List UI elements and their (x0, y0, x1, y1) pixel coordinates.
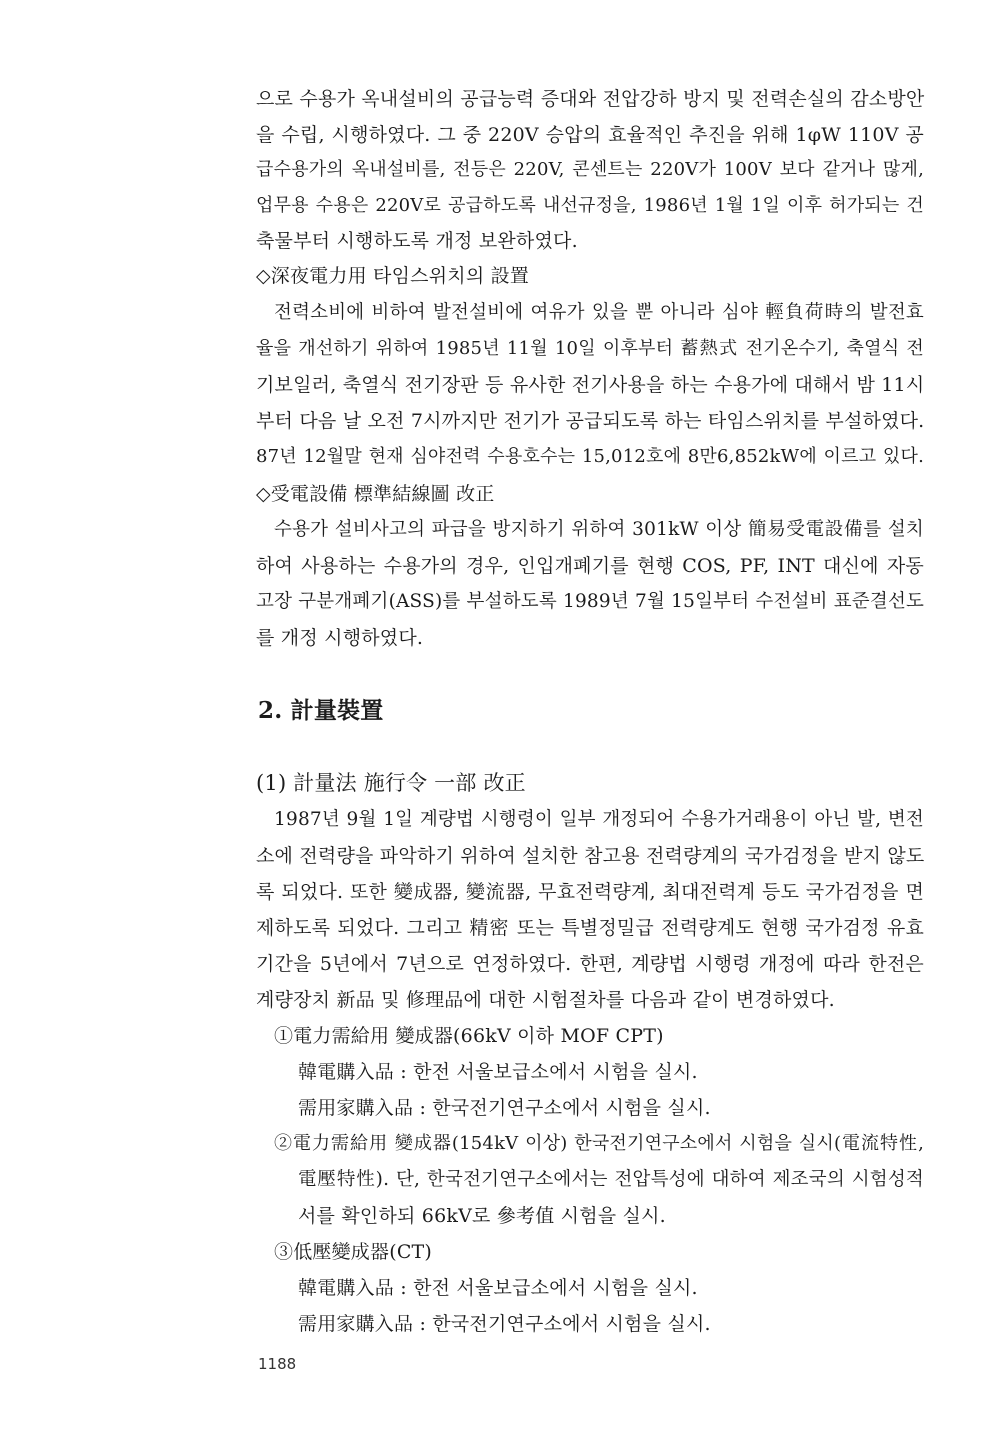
body-line: 를 개정 시행하였다. (256, 627, 424, 649)
body-line: 축물부터 시행하도록 개정 보완하였다. (256, 230, 578, 252)
body-line: 을 수립, 시행하였다. 그 중 220V 승압의 효율적인 추진을 위해 1φW 110V 공 (256, 124, 924, 146)
body-line: 기보일러, 축열식 전기장판 등 유사한 전기사용을 하는 수용가에 대해서 밤 11시 (256, 374, 925, 396)
body-line: 1987년 9월 1일 계량법 시행령이 일부 개정되어 수용가거래용이 아닌 발, 변전 (274, 809, 924, 830)
list-detail: 需用家購入品 : 한국전기연구소에서 시험을 실시. (298, 1313, 711, 1335)
list-detail: 서를 확인하되 66kV로 參考值 시험을 실시. (298, 1205, 666, 1227)
list-detail: 電壓特性). 단, 한국전기연구소에서는 전압특성에 대하여 제조국의 시험성적 (298, 1169, 924, 1190)
body-line: 수용가 설비사고의 파급을 방지하기 위하여 301kW 이상 簡易受電設備를 설치 (274, 519, 924, 540)
section-heading-night-power: ◇深夜電力用 타임스위치의 設置 (256, 265, 530, 287)
page-number: 1188 (258, 1355, 297, 1373)
list-item-3: ③低壓變成器(CT) (274, 1241, 433, 1263)
section-heading-receiving-equipment: ◇受電設備 標準結線圖 改正 (256, 483, 495, 505)
body-line: 고장 구분개폐기(ASS)를 부설하도록 1989년 7월 15일부터 수전설비 표준결선도 (256, 591, 925, 612)
list-detail: 韓電購入品 : 한전 서울보급소에서 시험을 실시. (298, 1277, 698, 1299)
body-line: 87년 12월말 현재 심야전력 수용호수는 15,012호에 8만6,852kW에 이르고 있다. (256, 446, 924, 467)
list-detail: 韓電購入品 : 한전 서울보급소에서 시험을 실시. (298, 1061, 698, 1083)
body-line: 기간을 5년에서 7년으로 연정하였다. 한편, 계량법 시행령 개정에 따라 한전은 (256, 953, 924, 975)
body-line: 전력소비에 비하여 발전설비에 여유가 있을 뿐 아니라 심야 輕負荷時의 발전효 (274, 302, 924, 323)
list-item-1: ①電力需給用 變成器(66kV 이하 MOF CPT) (274, 1025, 664, 1047)
body-line: 계량장치 新品 및 修理品에 대한 시험절차를 다음과 같이 변경하였다. (256, 989, 835, 1011)
body-line: 록 되었다. 또한 變成器, 變流器, 무효전력량계, 최대전력계 등도 국가검정을 면 (256, 881, 924, 903)
list-item-2: ②電力需給用 變成器(154kV 이상) 한국전기연구소에서 시험을 실시(電流特性, (274, 1133, 924, 1154)
body-line: 업무용 수용은 220V로 공급하도록 내선규정을, 1986년 1월 1일 이후 허가되는 건 (256, 195, 924, 216)
body-line: 율을 개선하기 위하여 1985년 11월 10일 이후부터 蓄熱式 전기온수기, 축열식 전 (256, 338, 924, 359)
chapter-heading-metering: 2. 計量裝置 (258, 697, 384, 724)
subsection-heading-metering-law: (1) 計量法 施行令 一部 改正 (256, 771, 526, 795)
body-line: 급수용가의 옥내설비를, 전등은 220V, 콘센트는 220V가 100V 보다 같거나 많게, (256, 159, 924, 180)
list-detail: 需用家購入品 : 한국전기연구소에서 시험을 실시. (298, 1097, 711, 1119)
body-line: 소에 전력량을 파악하기 위하여 설치한 참고용 전력량계의 국가검정을 받지 않도 (256, 845, 925, 867)
body-line: 하여 사용하는 수용가의 경우, 인입개폐기를 현행 COS, PF, INT 대신에 자동 (256, 555, 924, 577)
body-line: 부터 다음 날 오전 7시까지만 전기가 공급되도록 하는 타임스위치를 부설하였다. (256, 410, 925, 432)
body-line: 으로 수용가 옥내설비의 공급능력 증대와 전압강하 방지 및 전력손실의 감소방안 (256, 88, 925, 110)
body-line: 제하도록 되었다. 그리고 精密 또는 특별정밀급 전력량계도 현행 국가검정 유효 (256, 917, 924, 939)
